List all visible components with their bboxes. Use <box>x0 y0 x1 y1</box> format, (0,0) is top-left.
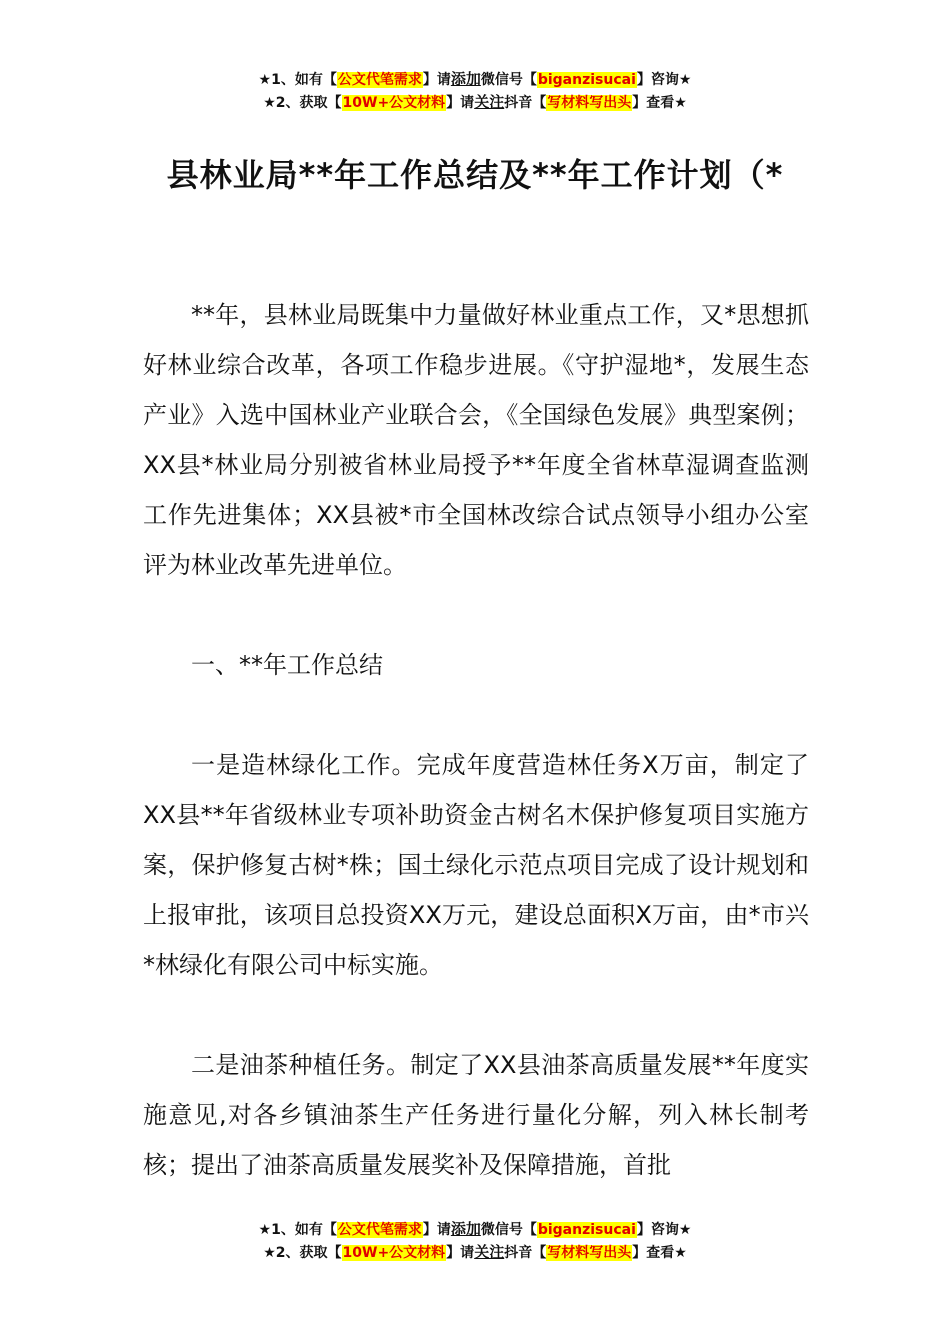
body-paragraph: 二是油茶种植任务。制定了XX县油茶高质量发展**年度实施意见,对各乡镇油茶生产任务进行量化分解，列入林长制考核；提出了油茶高质量发展奖补及保障措施，首批 <box>143 1051 809 1179</box>
document-body <box>143 290 809 1240</box>
intro-paragraph: **年，县林业局既集中力量做好林业重点工作，又*思想抓好林业综合改革，各项工作稳步进展。《守护湿地*，发展生态产业》入选中国林业产业联合会，《全国绿色发展》典型案例；XX县*林业局分别被省林业局授予**年度全省林草湿调查监测工作先进集体；XX县被*市全国林改综合试点领导小组办公室评为林业改革先进单位。 <box>143 301 809 579</box>
footer-promo-banner <box>0 1218 950 1264</box>
douyin-account: 写材料写出头 <box>547 95 632 111</box>
header-promo-banner <box>0 68 950 114</box>
promo-line-2: ★2、获取【10W+公文材料】请关注抖音【写材料写出头】查看★ <box>263 1243 687 1261</box>
promo-highlight: 10W+公文材料 <box>342 1245 446 1261</box>
body-paragraph: 一是造林绿化工作。完成年度营造林任务X万亩，制定了XX县**年省级林业专项补助资金古树名木保护修复项目实施方案，保护修复古树*株；国土绿化示范点项目完成了设计规划和上报审批，该项目总投资XX万元，建设总面积X万亩，由*市兴*林绿化有限公司中标实施。 <box>143 751 809 979</box>
promo-highlight: 公文代笔需求 <box>337 72 422 88</box>
promo-line-1: ★1、如有【公文代笔需求】请添加微信号【biganzisucai】咨询★ <box>258 1220 692 1238</box>
wechat-id: biganzisucai <box>537 72 636 88</box>
douyin-account: 写材料写出头 <box>547 1245 632 1261</box>
promo-line-2: ★2、获取【10W+公文材料】请关注抖音【写材料写出头】查看★ <box>263 93 687 111</box>
promo-line-1: ★1、如有【公文代笔需求】请添加微信号【biganzisucai】咨询★ <box>258 70 692 88</box>
wechat-id: biganzisucai <box>537 1222 636 1238</box>
document-title: 县林业局**年工作总结及**年工作计划（* <box>166 156 784 194</box>
section-heading: 一、**年工作总结 <box>191 651 383 679</box>
promo-highlight: 公文代笔需求 <box>337 1222 422 1238</box>
promo-highlight: 10W+公文材料 <box>342 95 446 111</box>
